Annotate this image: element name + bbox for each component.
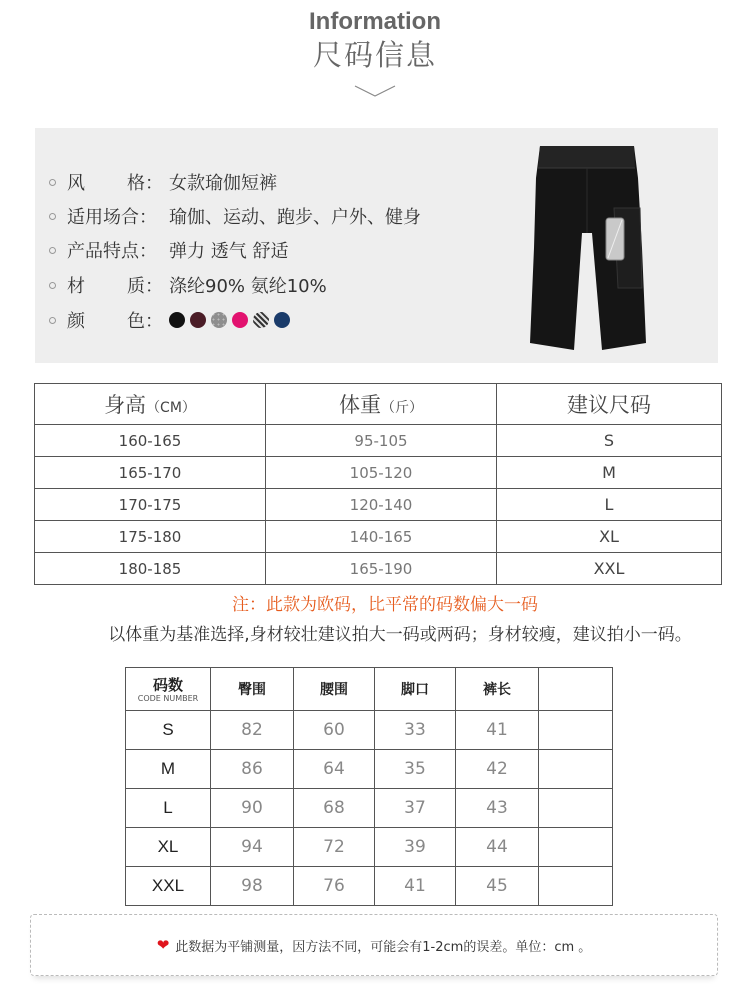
label-char: 颜 — [67, 311, 85, 332]
cell-waist: 72 — [294, 828, 375, 867]
bullet-icon — [49, 179, 56, 186]
cell-hip: 98 — [211, 867, 294, 906]
info-row-colors — [49, 306, 295, 334]
header-leg-opening: 脚口 — [375, 668, 456, 711]
header-hip: 臀围 — [211, 668, 294, 711]
header-empty — [539, 668, 613, 711]
cell-weight: 105-120 — [266, 457, 497, 489]
sizing-note: 注：此款为欧码，比平常的码数偏大一码 — [232, 595, 538, 615]
cell-height: 165-170 — [35, 457, 266, 489]
cell-size: M — [497, 457, 722, 489]
header-waist: 腰围 — [294, 668, 375, 711]
header-height — [35, 384, 266, 425]
cell-empty — [539, 828, 613, 867]
bullet-icon — [49, 282, 56, 289]
measurement-table — [125, 667, 613, 906]
cell-hip: 86 — [211, 750, 294, 789]
info-value: 女款瑜伽短裤 — [169, 173, 277, 194]
table-row — [35, 553, 722, 585]
cell-size: XXL — [497, 553, 722, 585]
label-char: 质： — [127, 276, 163, 297]
cell-hip: 90 — [211, 789, 294, 828]
header-weight — [266, 384, 497, 425]
header-main: 身高 — [104, 393, 147, 417]
color-swatch-black[interactable] — [169, 312, 185, 328]
title-en: Information — [309, 8, 441, 35]
info-value: 涤纶90% 氨纶10% — [169, 276, 327, 297]
table-row — [126, 750, 613, 789]
cell-length: 45 — [456, 867, 539, 906]
table-row — [126, 711, 613, 750]
cell-size: M — [126, 750, 211, 789]
cell-height: 170-175 — [35, 489, 266, 521]
color-swatch-striped[interactable] — [253, 312, 269, 328]
cell-weight: 165-190 — [266, 553, 497, 585]
product-shorts-image — [522, 138, 652, 358]
color-swatch-navy[interactable] — [274, 312, 290, 328]
cell-empty — [539, 789, 613, 828]
label-char: 格： — [127, 173, 163, 194]
cell-leg-opening: 41 — [375, 867, 456, 906]
cell-empty — [539, 867, 613, 906]
cell-size: XL — [497, 521, 722, 553]
cell-size: L — [126, 789, 211, 828]
table-row — [35, 489, 722, 521]
cell-weight: 140-165 — [266, 521, 497, 553]
cell-waist: 60 — [294, 711, 375, 750]
cell-length: 44 — [456, 828, 539, 867]
header-length: 裤长 — [456, 668, 539, 711]
cell-empty — [539, 711, 613, 750]
info-row-features — [49, 236, 288, 264]
cell-leg-opening: 33 — [375, 711, 456, 750]
label-char: 色： — [127, 311, 163, 332]
info-label: 产品特点： — [67, 241, 157, 262]
info-row-material — [49, 271, 327, 299]
table-row — [126, 867, 613, 906]
sizing-advice: 以体重为基准选择,身材较壮建议拍大一码或两码；身材较瘦，建议拍小一码。 — [108, 625, 692, 645]
cell-length: 41 — [456, 711, 539, 750]
cell-size: S — [497, 425, 722, 457]
size-recommendation-table — [34, 383, 722, 585]
table-row — [126, 828, 613, 867]
cell-height: 160-165 — [35, 425, 266, 457]
header-unit: （CM） — [146, 400, 196, 416]
chevron-down-icon — [354, 84, 396, 98]
cell-size: XXL — [126, 867, 211, 906]
cell-weight: 120-140 — [266, 489, 497, 521]
header-sub: CODE NUMBER — [137, 693, 199, 703]
header-main: 码数 — [152, 675, 183, 694]
cell-height: 180-185 — [35, 553, 266, 585]
title-cn: 尺码信息 — [312, 38, 437, 72]
disclaimer-text: 此数据为平铺测量，因方法不同，可能会有1-2cm的误差。单位：cm 。 — [175, 939, 592, 955]
info-row-style — [49, 168, 277, 196]
color-swatches — [169, 312, 295, 328]
info-label: 适用场合： — [67, 207, 157, 228]
cell-leg-opening: 35 — [375, 750, 456, 789]
table-row — [35, 521, 722, 553]
cell-length: 43 — [456, 789, 539, 828]
cell-leg-opening: 37 — [375, 789, 456, 828]
cell-height: 175-180 — [35, 521, 266, 553]
table-row — [126, 789, 613, 828]
info-value: 瑜伽、运动、跑步、户外、健身 — [169, 207, 421, 228]
cell-waist: 76 — [294, 867, 375, 906]
header — [0, 8, 750, 74]
table-row — [35, 457, 722, 489]
header-main: 体重 — [339, 393, 381, 417]
cell-empty — [539, 750, 613, 789]
cell-weight: 95-105 — [266, 425, 497, 457]
color-swatch-pink[interactable] — [232, 312, 248, 328]
cell-leg-opening: 39 — [375, 828, 456, 867]
bullet-icon — [49, 247, 56, 254]
cell-size: XL — [126, 828, 211, 867]
bullet-icon — [49, 213, 56, 220]
product-info-panel — [35, 128, 718, 363]
table-header-row — [126, 668, 613, 711]
info-value: 弹力 透气 舒适 — [169, 241, 289, 262]
table-row — [35, 425, 722, 457]
header-unit: （斤） — [381, 400, 423, 416]
color-swatch-burgundy[interactable] — [190, 312, 206, 328]
label-char: 材 — [67, 276, 85, 297]
cell-size: L — [497, 489, 722, 521]
header-code-number — [126, 668, 211, 711]
cell-length: 42 — [456, 750, 539, 789]
heart-icon: ❤ — [156, 936, 170, 954]
label-char: 风 — [67, 173, 85, 194]
header-size — [497, 384, 722, 425]
table-header-row — [35, 384, 722, 425]
cell-hip: 94 — [211, 828, 294, 867]
bullet-icon — [49, 317, 56, 324]
color-swatch-grey-pattern[interactable] — [211, 312, 227, 328]
cell-waist: 64 — [294, 750, 375, 789]
info-row-occasion — [49, 202, 421, 230]
measurement-disclaimer — [30, 914, 718, 976]
cell-waist: 68 — [294, 789, 375, 828]
cell-size: S — [126, 711, 211, 750]
header-main: 建议尺码 — [567, 393, 651, 417]
cell-hip: 82 — [211, 711, 294, 750]
